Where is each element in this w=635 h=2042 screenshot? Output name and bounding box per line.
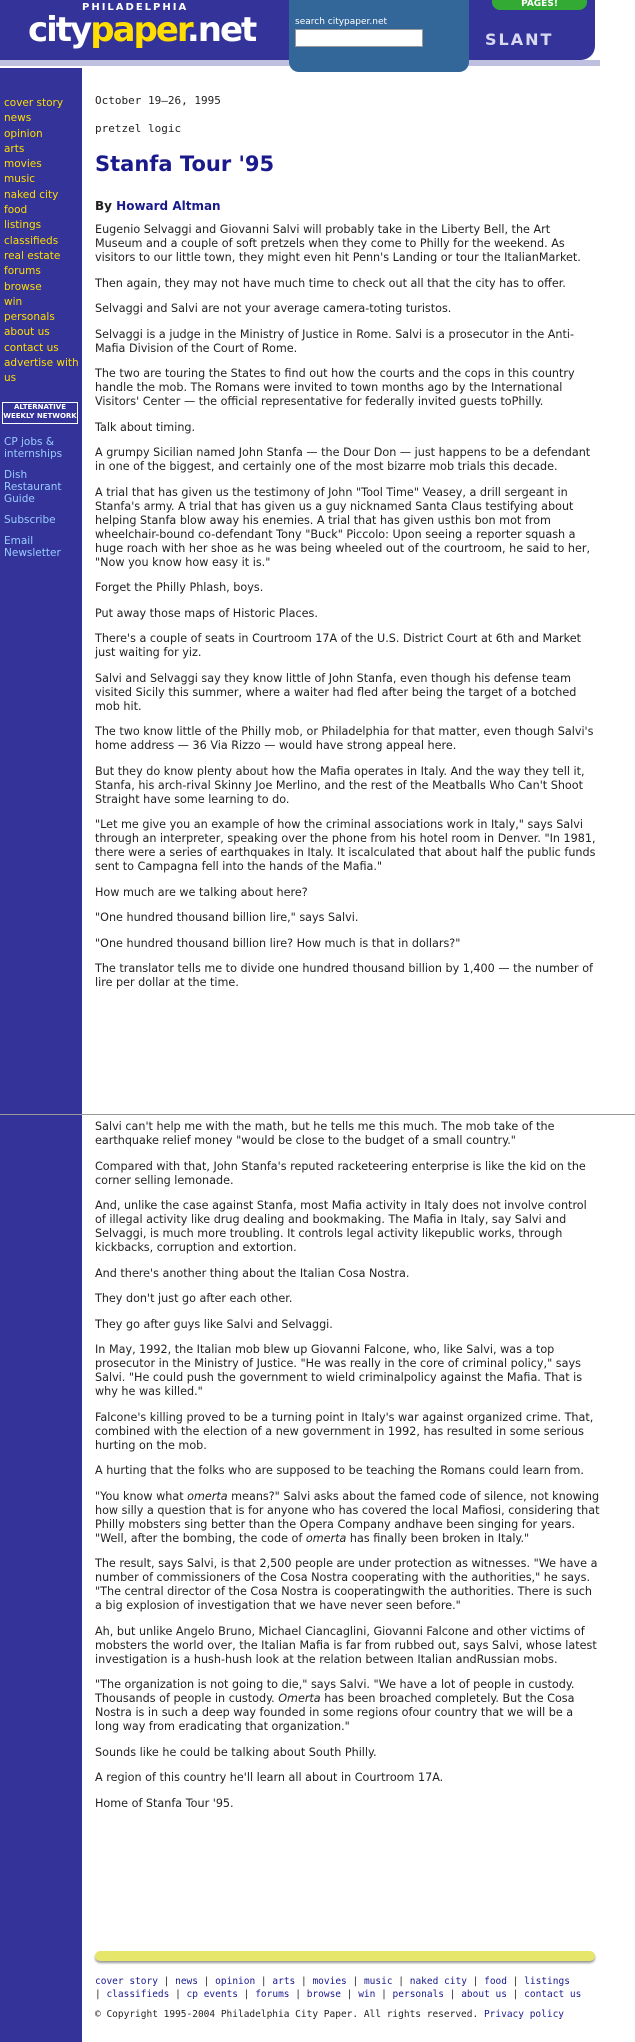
- footer-separator: |: [255, 1976, 273, 1987]
- sidebar-item-advertise[interactable]: advertise with us: [4, 357, 79, 385]
- article-paragraph: Salvi can't help me with the math, but he tells me this much. The mob take of the earthquake relief money "would be close to the budget of a small country.": [95, 1120, 555, 1147]
- article-paragraph: Salvi and Selvaggi say they know little of John Stanfa, even though his defense team visited Sicily this summer, where a waiter had fled after being the target of a botched mob hit.: [95, 671, 577, 713]
- footer-link-opinion[interactable]: opinion: [215, 1976, 256, 1987]
- article-paragraph: A region of this country he'll learn all about in Courtroom 17A.: [95, 1771, 444, 1784]
- footer-link-personals[interactable]: personals: [392, 1989, 445, 2000]
- sidebar-link-subscribe[interactable]: Subscribe: [4, 514, 56, 526]
- footer-nav-line-2: [95, 1988, 615, 2001]
- article-paragraph: Eugenio Selvaggi and Giovanni Salvi will probably take in the Liberty Bell, the Art Museum and a couple of soft pretzels when they come to Philly for the weekend. As visitors to our little town, they might even hit Penn's Landing or tour the ItalianMarket.: [95, 223, 581, 264]
- footer-separator: |: [444, 1989, 462, 2000]
- article-paragraph: "One hundred thousand billion lire? How much is that in dollars?": [95, 936, 461, 950]
- article-paragraph: But they do know plenty about how the Mafia operates in Italy. And the way they tell it, Stanfa, his arch-rival Skinny Joe Merlino, and the rest of the Meatballs Who Can't Shoot Straight have some learning to do.: [95, 764, 585, 806]
- sidebar-item-opinion[interactable]: opinion: [4, 127, 43, 140]
- footer-link-cover-story[interactable]: cover story: [95, 1976, 158, 1987]
- sidebar-secondary-links: [4, 436, 80, 568]
- sidebar-item-contact-us[interactable]: contact us: [4, 341, 59, 354]
- alt-weekly-network-badge[interactable]: [2, 402, 78, 424]
- sidebar-nav: [4, 96, 80, 387]
- page-divider: [0, 1114, 635, 1115]
- sidebar-item-food[interactable]: food: [4, 204, 28, 217]
- citypaper-logo[interactable]: [28, 2, 256, 62]
- copyright-text: © Copyright 1995-2004 Philadelphia City Paper. All rights reserved.: [95, 2009, 479, 2020]
- footer-link-food[interactable]: food: [484, 1976, 507, 1987]
- italic-term: omerta: [187, 1489, 228, 1503]
- sidebar-link-dish[interactable]: Dish Restaurant Guide: [4, 469, 62, 505]
- search-input[interactable]: [295, 29, 423, 47]
- logo-city-text: city: [28, 10, 91, 50]
- slant-link[interactable]: SLANT: [485, 30, 554, 49]
- sidebar-item-about-us[interactable]: about us: [4, 326, 50, 339]
- article-paragraph: And there's another thing about the Italian Cosa Nostra.: [95, 1266, 410, 1280]
- footer-link-news[interactable]: news: [175, 1976, 198, 1987]
- footer-separator: |: [95, 1989, 107, 2000]
- article-paragraph: The two know little of the Philly mob, or Philadelphia for that matter, even though Salvi's home address — 36 Via Rizzo — would have strong appeal here.: [95, 725, 594, 752]
- article-paragraph: Put away those maps of Historic Places.: [95, 606, 318, 620]
- article-paragraph: A hurting that the folks who are supposed to be teaching the Romans could learn from.: [95, 1464, 584, 1477]
- sidebar-item-classifieds[interactable]: classifieds: [4, 234, 59, 247]
- privacy-policy-link[interactable]: Privacy policy: [483, 2009, 565, 2020]
- footer-link-music[interactable]: music: [363, 1976, 393, 1987]
- article: [95, 94, 600, 1002]
- article-paragraph: Selvaggi is a judge in the Ministry of Justice in Rome. Salvi is a prosecutor in the Anti-Mafia Division of the Court of Rome.: [95, 327, 575, 355]
- article-paragraph: "The organization is not going to die," says Salvi. "We have a lot of people in custody. Thousands of people in custody. Omerta has been broached completely. But the Cosa Nostra is in such a deep way founded in some regions ofour country that we will be a long way from eradicating that organization.": [95, 1678, 575, 1733]
- footer-link-movies[interactable]: movies: [312, 1976, 347, 1987]
- footer-separator: |: [157, 1976, 176, 1987]
- sidebar: [0, 68, 82, 2042]
- article-paragraph: Home of Stanfa Tour '95.: [95, 1796, 234, 1810]
- footer-link-cp-events[interactable]: cp events: [186, 1989, 239, 2000]
- footer-separator: |: [238, 1989, 256, 2000]
- footer-link-forums[interactable]: forums: [255, 1989, 290, 2000]
- sidebar-link-jobs[interactable]: CP jobs & internships: [4, 436, 63, 460]
- author-link[interactable]: Howard Altman: [116, 199, 221, 213]
- article-paragraph: In May, 1992, the Italian mob blew up Giovanni Falcone, who, like Salvi, was a top prosecutor in the Ministry of Justice. "He was really in the core of criminal policy," says Salvi. "He could push the government to wield criminalpolicy against the Mafia. That is why he was killed.": [95, 1343, 583, 1398]
- footer-link-about-us[interactable]: about us: [461, 1989, 507, 2000]
- italic-term: Omerta: [278, 1692, 321, 1705]
- footer-link-browse[interactable]: browse: [306, 1989, 342, 2000]
- sidebar-item-cover-story[interactable]: cover story: [4, 97, 64, 109]
- issue-date: October 19–26, 1995: [95, 94, 221, 107]
- byline-prefix: By: [95, 199, 112, 213]
- footer-link-win[interactable]: win: [358, 1989, 376, 2000]
- footer-separator: |: [169, 1989, 187, 2000]
- alt-weekly-badge-text: ALTERNATIVE WEEKLY NETWORK: [3, 403, 77, 423]
- article-paragraph: They go after guys like Salvi and Selvaggi.: [95, 1317, 333, 1331]
- article-paragraph: Forget the Philly Phlash, boys.: [95, 581, 264, 594]
- footer-link-arts[interactable]: arts: [272, 1976, 296, 1987]
- article-paragraph: How much are we talking about here?: [95, 885, 308, 899]
- byline: [95, 198, 600, 214]
- sidebar-item-forums[interactable]: forums: [4, 265, 41, 278]
- footer-link-listings[interactable]: listings: [524, 1976, 570, 1987]
- sidebar-item-browse[interactable]: browse: [4, 280, 42, 293]
- sidebar-item-movies[interactable]: movies: [4, 158, 42, 171]
- article-paragraph: They don't just go after each other.: [95, 1292, 293, 1305]
- footer-bar: [95, 1951, 595, 1961]
- article-paragraph: The translator tells me to divide one hundred thousand billion by 1,400 — the number of lire per dollar at the time.: [95, 962, 593, 989]
- article-paragraph: Selvaggi and Salvi are not your average camera-toting turistos.: [95, 302, 452, 315]
- logo-net-text: .net: [186, 10, 256, 50]
- footer-separator: |: [466, 1976, 485, 1987]
- article-paragraph: Compared with that, John Stanfa's reputed racketeering enterprise is like the kid on the corner selling lemonade.: [95, 1159, 586, 1187]
- article-paragraph: "One hundred thousand billion lire," says Salvi.: [95, 911, 359, 924]
- footer-link-classifieds[interactable]: classifieds: [106, 1989, 170, 2000]
- footer-link-contact-us[interactable]: contact us: [524, 1989, 582, 2000]
- footer-nav: [95, 1975, 615, 2001]
- italic-term: omerta: [305, 1531, 347, 1545]
- footer-separator: |: [346, 1976, 364, 1987]
- article-paragraph: Sounds like he could be talking about South Philly.: [95, 1745, 377, 1759]
- footer-link-naked-city[interactable]: naked city: [409, 1976, 467, 1987]
- logo-paper-text: paper: [90, 10, 187, 50]
- article-body-page-1: [95, 223, 600, 990]
- article-paragraph: Ah, but unlike Angelo Bruno, Michael Ciancaglini, Giovanni Falcone and other victims of mobsters the world over, the Italian Mafia is far from rubbed out, says Salvi, whose latest investigation is a hush-hush look at the relation between Italian andRussian mobs.: [95, 1624, 597, 1666]
- sidebar-item-real-estate[interactable]: real estate: [4, 249, 61, 262]
- footer-separator: |: [375, 1989, 393, 2000]
- search-label: search citypaper.net: [295, 17, 388, 27]
- article-paragraph: Talk about timing.: [95, 420, 196, 434]
- article-paragraph: "You know what omerta means?" Salvi asks about the famed code of silence, not knowing how silly a question that is for anyone who has covered the local Mafiosi, considering that Philly mobsters sing better than the Opera Company andhave been singing for years. "Well, after the bombing, the code of omerta has finally been broken in Italy.": [95, 1489, 600, 1545]
- sidebar-item-win[interactable]: win: [4, 295, 23, 308]
- footer-separator: |: [341, 1989, 359, 2000]
- logo-philadelphia-text: PHILADELPHIA: [82, 2, 189, 13]
- footer-separator: |: [197, 1976, 216, 1987]
- footer-separator: |: [506, 1976, 525, 1987]
- footer-nav-line-1: [95, 1975, 615, 1988]
- sidebar-item-music[interactable]: music: [4, 173, 36, 186]
- sidebar-item-arts[interactable]: arts: [4, 142, 25, 155]
- article-paragraph: Falcone's killing proved to be a turning point in Italy's war against organized crime. That, combined with the election of a new government in 1992, has resulted in some serious hurting on the mob.: [95, 1410, 594, 1452]
- footer-separator: |: [289, 1989, 307, 2000]
- article-paragraph: A grumpy Sicilian named John Stanfa — the Dour Don — just happens to be a defendant in one of the biggest, and certainly one of the most bizarre mob trials this decade.: [95, 446, 591, 473]
- footer-separator: |: [506, 1989, 525, 2000]
- footer-separator: |: [392, 1976, 410, 1987]
- sidebar-item-naked-city[interactable]: naked city: [4, 188, 59, 201]
- article-paragraph: "Let me give you an example of how the criminal associations work in Italy," says Salvi through an interpreter, speaking over the phone from his hotel room in Denver. "In 1981, there were a series of earthquakes in Italy. It iscalculated that about half the public funds sent to Campagna fell into the hands of the Mafia.": [95, 818, 596, 873]
- article-paragraph: Then again, they may not have much time to check out all that the city has to offer.: [95, 276, 566, 290]
- article-paragraph: There's a couple of seats in Courtroom 17A of the U.S. District Court at 6th and Market just waiting for yiz.: [95, 632, 582, 659]
- article-paragraph: A trial that has given us the testimony of John "Tool Time" Veasey, a drill sergeant in Stanfa's army. A trial that has given us a guy nicknamed Santa Claus testifying about helping Stanfa blow away his enemies. A trial that has given usthis bon mot from wheelchair-bound co-defendant Tony "Buck" Piccolo: Upon seeing a reporter squash a huge roach with her shoe as he was being wheeled out of the courtroom, he said to her, "Now you know how easy it is.": [95, 485, 591, 569]
- article-paragraph: The two are touring the States to find out how the courts and the cops in this country handle the mob. The Romans were invited to town months ago by the International Visitors' Center — the official representative for federally invited guests toPhilly.: [95, 367, 575, 408]
- sidebar-item-news[interactable]: news: [4, 112, 32, 125]
- search-panel: [289, 0, 469, 72]
- article-paragraph: The result, says Salvi, is that 2,500 people are under protection as witnesses. "We have a number of commissioners of the Cosa Nostra cooperating with the authorities," he says. "The central director of the Cosa Nostra is cooperatingwith the authorities. There is such a big explosion of investigation that we have never seen before.": [95, 1557, 598, 1612]
- sidebar-link-newsletter[interactable]: Email Newsletter: [4, 535, 61, 559]
- section-name: pretzel logic: [95, 122, 182, 135]
- site-header: [0, 0, 635, 68]
- promo-tab[interactable]: PAGES!: [492, 0, 587, 10]
- sidebar-item-listings[interactable]: listings: [4, 219, 42, 232]
- logo-wordmark: [28, 10, 255, 50]
- footer-separator: |: [295, 1976, 313, 1987]
- article-body-page-2: [95, 1120, 600, 1822]
- sidebar-item-personals[interactable]: personals: [4, 311, 55, 324]
- copyright: [95, 2009, 615, 2020]
- article-paragraph: And, unlike the case against Stanfa, most Mafia activity in Italy does not involve control of illegal activity like drug dealing and bookmaking. The Mafia in Italy, say Salvi and Selvaggi, is much more troubling. It controls legal activity likepublic works, through kickbacks, corruption and extortion.: [95, 1199, 587, 1254]
- article-headline: Stanfa Tour '95: [95, 152, 275, 176]
